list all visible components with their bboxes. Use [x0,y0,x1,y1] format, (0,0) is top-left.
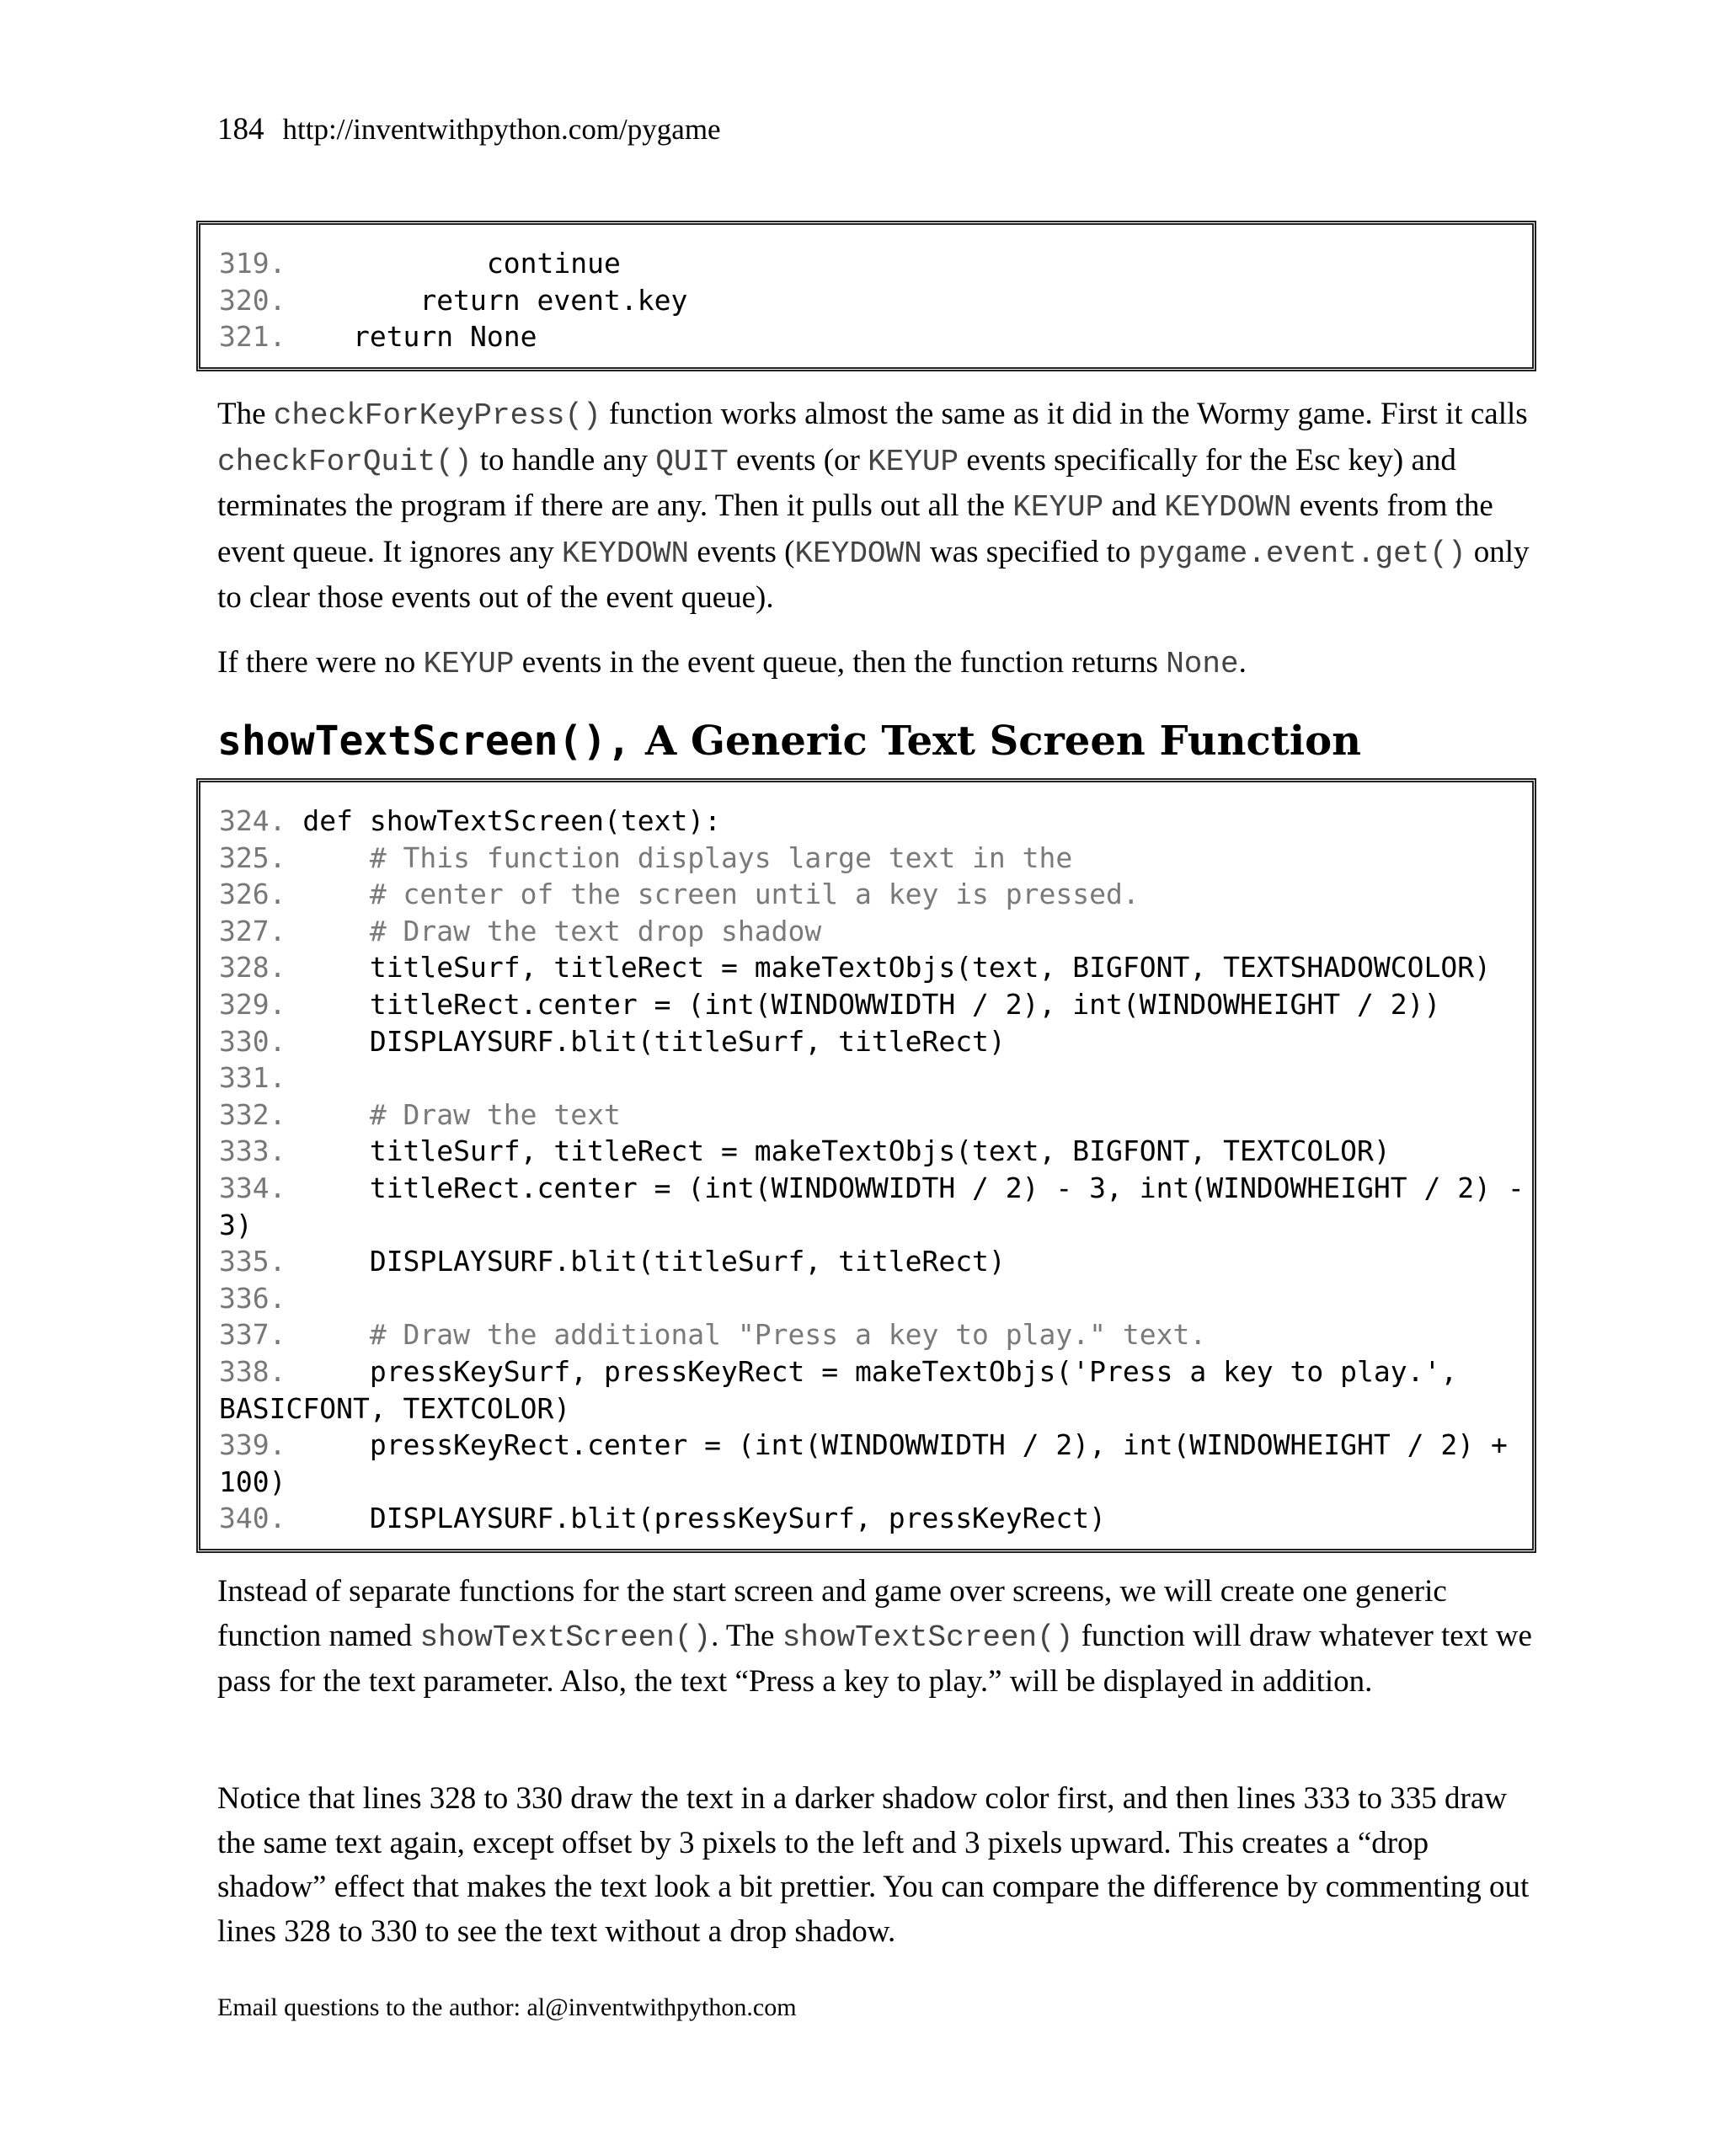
code-line [219,245,1514,282]
paragraph-text: The [217,397,274,431]
page-number: 184 [217,112,264,147]
line-number: 337. [219,1318,286,1352]
line-number: 340. [219,1502,286,1535]
code-block-2 [196,778,1536,1553]
code-line [219,949,1514,986]
paragraph-text: to handle any [472,442,656,478]
paragraph-text: was specified to [921,534,1139,569]
paragraph-text: . [1238,645,1247,680]
line-number: 324. [219,804,286,837]
code-line [219,282,1514,319]
line-number: 332. [219,1097,286,1131]
inline-code: KEYUP [868,444,959,479]
paragraph-text: only to clear those events out of the event queue). [217,534,1530,615]
inline-code: checkForKeyPress() [273,398,601,433]
code-line [219,318,1514,355]
code-text: titleRect.center = (int(WINDOWWIDTH / 2), int(WINDOWHEIGHT / 2)) [286,987,1441,1021]
code-text: DISPLAYSURF.blit(pressKeySurf, pressKeyRect) [286,1502,1107,1535]
paragraph-text: events ( [689,534,795,569]
code-text: pressKeySurf, pressKeyRect = makeTextObjs('Press a key to play.', [286,1354,1458,1388]
code-line [219,1500,1514,1537]
paragraph-text: Instead of separate functions for the start screen and game over screens, we will create one generic function named [217,1574,1447,1653]
code-text: 3) [219,1208,253,1241]
paragraph-text: and [1103,488,1165,523]
code-text: titleRect.center = (int(WINDOWWIDTH / 2) - 3, int(WINDOWHEIGHT / 2) - [286,1171,1525,1204]
line-number: 333. [219,1134,286,1168]
paragraph-2 [217,641,1540,687]
code-line [219,1170,1525,1207]
code-text: titleSurf, titleRect = makeTextObjs(text, BIGFONT, TEXTSHADOWCOLOR) [286,951,1491,985]
code-line [219,986,1514,1023]
paragraph-text: If there were no [217,645,424,680]
heading-text: A Generic Text Screen Function [631,718,1362,765]
code-line [219,1023,1514,1060]
code-comment: # Draw the additional "Press a key to play." text. [286,1318,1207,1352]
header-url: http://inventwithpython.com/pygame [282,113,721,146]
inline-code: pygame.event.get() [1138,536,1466,571]
code-text: BASICFONT, TEXTCOLOR) [219,1391,571,1425]
inline-code: None [1166,647,1239,681]
line-number: 326. [219,878,286,911]
paragraph-text: function works almost the same as it did in the Wormy game. First it calls [601,397,1528,431]
paragraph-text: function will draw whatever text we pass for the text parameter. Also, the text “Press a key to play.” will be displayed in addition. [217,1618,1532,1699]
code-line [219,1133,1514,1170]
code-line [219,1243,1514,1280]
line-number: 329. [219,987,286,1021]
code-line [219,803,1514,840]
paragraph-text: events (or [728,442,868,478]
code-line [219,1059,1514,1097]
inline-code: showTextScreen() [782,1620,1074,1655]
line-number: 331. [219,1061,286,1095]
code-line [219,1464,1514,1501]
inline-code: QUIT [655,444,729,479]
paragraph-4 [217,1777,1540,1954]
code-line [219,1316,1514,1353]
inline-code: KEYDOWN [561,536,690,571]
code-block-1 [196,221,1536,371]
code-comment: # This function displays large text in the [286,841,1073,874]
code-text: titleSurf, titleRect = makeTextObjs(text, BIGFONT, TEXTCOLOR) [286,1134,1391,1168]
code-line [219,1207,1514,1244]
heading-code: showTextScreen(), [217,718,632,765]
code-text: return event.key [286,283,688,317]
paragraph-3 [217,1570,1540,1705]
inline-code: KEYUP [423,647,515,681]
paragraph-text: events in the event queue, then the function returns [514,645,1167,680]
line-number: 330. [219,1024,286,1058]
line-number: 320. [219,283,286,317]
code-text: pressKeyRect.center = (int(WINDOWWIDTH / 2), int(WINDOWHEIGHT / 2) + [286,1428,1508,1462]
code-line [219,1390,1514,1428]
line-number: 336. [219,1281,286,1315]
code-text: DISPLAYSURF.blit(titleSurf, titleRect) [286,1245,1006,1278]
code-line [219,876,1514,913]
paragraph-1 [217,392,1540,621]
code-line [219,1353,1514,1390]
inline-code: KEYDOWN [794,536,922,571]
line-number: 327. [219,914,286,947]
line-number: 335. [219,1245,286,1278]
code-comment: # center of the screen until a key is pressed. [286,878,1140,911]
page-header [217,111,721,147]
code-line [219,1427,1514,1464]
inline-code: KEYDOWN [1164,490,1292,525]
page-footer: Email questions to the author: al@inventwithpython.com [217,1993,797,2021]
paragraph-text: events from the event queue. It ignores any [217,488,1493,569]
inline-code: checkForQuit() [217,444,473,479]
paragraph-text: Notice that lines 328 to 330 draw the text in a darker shadow color first, and then lines 333 to 335 draw the same text again, except offset by 3 pixels to the left and 3 pixels upward. This creates a “drop shadow” effect that makes the text look a bit prettier. You can compare the difference by commenting out lines 328 to 330 to see the text without a drop shadow. [217,1781,1530,1949]
code-line [219,1097,1514,1134]
code-line [219,840,1514,877]
line-number: 328. [219,951,286,985]
paragraph-text: events specifically for the Esc key) and terminates the program if there are any. Then it pulls out all the [217,442,1456,523]
code-text: continue [286,247,621,280]
section-heading [217,718,1361,765]
line-number: 321. [219,320,286,354]
code-line [219,1280,1514,1317]
code-text: 100) [219,1465,286,1498]
code-comment: # Draw the text [286,1097,621,1131]
code-text: return None [286,320,537,354]
inline-code: KEYUP [1012,490,1104,525]
line-number: 319. [219,247,286,280]
paragraph-text: . The [711,1618,782,1653]
code-text: DISPLAYSURF.blit(titleSurf, titleRect) [286,1024,1006,1058]
code-text: def showTextScreen(text): [286,804,722,837]
line-number: 334. [219,1171,286,1204]
code-comment: # Draw the text drop shadow [286,914,822,947]
code-line [219,913,1514,950]
line-number: 338. [219,1354,286,1388]
line-number: 339. [219,1428,286,1462]
inline-code: showTextScreen() [419,1620,712,1655]
line-number: 325. [219,841,286,874]
